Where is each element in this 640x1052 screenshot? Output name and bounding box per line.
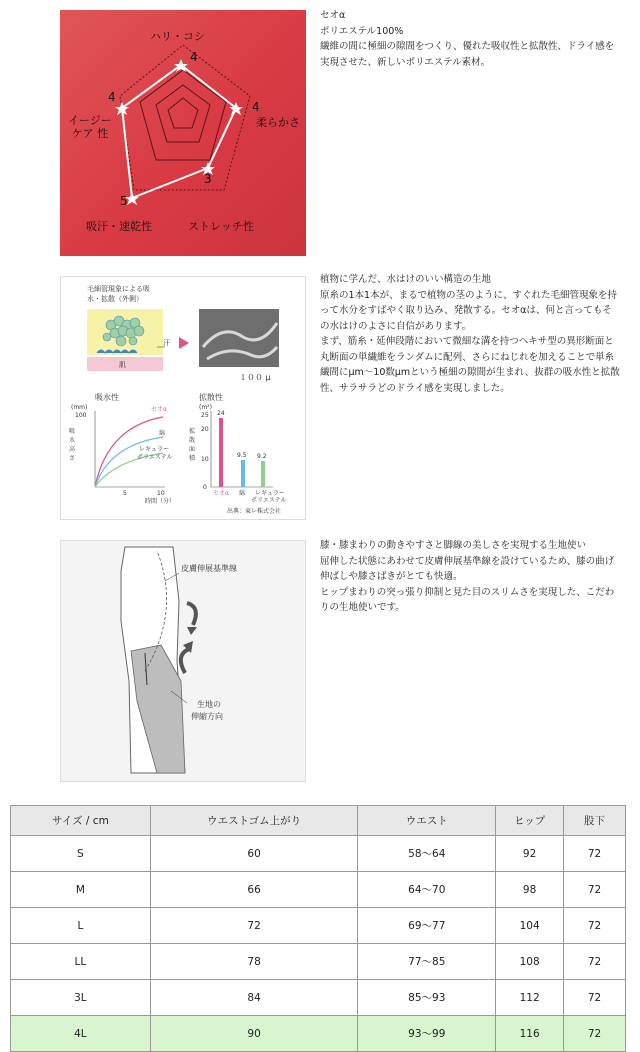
section3-description: [320, 538, 620, 616]
radar-grid-ring-1: [140, 70, 226, 160]
scale-label: １００ μ: [239, 373, 271, 382]
cell-waist: 77～85: [358, 944, 496, 980]
diffuse-label-polyester: ポリエステル: [251, 497, 287, 504]
diffuse-bar-seo: [219, 418, 223, 487]
table-row: [11, 980, 626, 1016]
cell-size: LL: [11, 944, 151, 980]
cell-size: S: [11, 836, 151, 872]
diffuse-label-cotton: 綿: [239, 490, 246, 497]
cell-inseam: 72: [564, 1016, 626, 1052]
section2-paragraph-2: まず、筋糸・延伸段階において微細な溝を持つヘキサ型の異形断面と丸断面の単繊維をランダムに配列、さらにねじれを加えることで単糸繊間にμm～10数μmという極細の隙間が生まれ、抜群の吸水性と拡散性、サラサラどのドライ感を実現しました。: [320, 336, 620, 394]
cell-size: 3L: [11, 980, 151, 1016]
radar-label-easy-care: イージー ケア 性: [68, 114, 112, 140]
pants-illustration: [60, 540, 306, 782]
radar-label-yawarakasa: 柔らかさ: [256, 116, 300, 129]
table-row: [11, 944, 626, 980]
diffuse-label-seo: セオα: [213, 490, 229, 497]
fabric-direction-label-2: 伸縮方向: [191, 712, 223, 721]
cell-hip: 108: [496, 944, 564, 980]
absorb-ylabel: 吸水高さ: [69, 428, 76, 462]
cell-hip: 112: [496, 980, 564, 1016]
skin-label: 肌: [119, 361, 126, 369]
cell-size: L: [11, 908, 151, 944]
radar-data-shape: [122, 65, 236, 198]
pants-graphics: [61, 541, 307, 783]
absorb-legend-cotton: 綿: [159, 430, 166, 437]
radar-label-stretch: ストレッチ性: [188, 220, 254, 233]
table-row: [11, 836, 626, 872]
cell-waist: 64～70: [358, 872, 496, 908]
capillary-illustration: [60, 276, 306, 520]
sweat-label: 汗: [163, 339, 170, 347]
cell-inseam: 72: [564, 980, 626, 1016]
cell-waist-rubber: 60: [150, 836, 358, 872]
cell-waist: 85～93: [358, 980, 496, 1016]
diffuse-ylabel: 拡散面積: [189, 428, 196, 462]
diffuse-bar-polyester: [261, 461, 265, 487]
header-waist-rubber: ウエストゴム上がり: [150, 806, 358, 836]
cell-waist: 58～64: [358, 836, 496, 872]
absorb-legend-seo: セオα: [151, 406, 167, 413]
diffuse-label-regular: レギュラー: [255, 490, 286, 497]
cell-size: M: [11, 872, 151, 908]
arrow-icon: [179, 337, 189, 349]
diffuse-title: 拡散性: [199, 393, 223, 402]
section1-description: [320, 8, 620, 70]
section2-heading: 植物に学んだ、水はけのいい構造の生地: [320, 274, 492, 285]
diffuse-tick-20: 20: [201, 426, 209, 433]
section2-description: [320, 272, 620, 396]
diffuse-value-polyester: 9.2: [257, 453, 267, 460]
radar-value-sweat: 5: [120, 194, 128, 208]
rotate-arrow-icon-2: [181, 649, 189, 673]
absorb-xlabel: 時間（分）: [145, 498, 176, 505]
cell-inseam: 72: [564, 872, 626, 908]
fabric-name: セオα: [320, 10, 346, 21]
diffuse-bar-cotton: [241, 460, 245, 487]
diffuse-unit: (m²): [199, 404, 212, 411]
absorb-legend-polyester: ポリエステル: [137, 454, 173, 461]
header-waist: ウエスト: [358, 806, 496, 836]
table-row-highlighted: [11, 1016, 626, 1052]
absorb-unit: (mm): [71, 404, 88, 411]
radar-value-easy-care: 4: [108, 90, 116, 104]
absorb-legend-regular: レギュラー: [139, 446, 170, 453]
fabric-material: ポリエステル100%: [320, 25, 404, 37]
radar-value-hari-koshi: 4: [190, 50, 198, 64]
table-row: [11, 872, 626, 908]
water-drops: [97, 350, 137, 353]
cell-waist-rubber: 90: [150, 1016, 358, 1052]
section3-paragraph-2: ヒップまわりの突っ張り抑制と見た目のスリムさを実現した、こだわりの生地使いです。: [320, 586, 615, 613]
cell-inseam: 72: [564, 944, 626, 980]
header-inseam: 股下: [564, 806, 626, 836]
cell-waist: 93～99: [358, 1016, 496, 1052]
cell-waist-rubber: 72: [150, 908, 358, 944]
absorb-x10: 10: [157, 490, 165, 497]
section3-heading: 膝・膝まわりの動きやすさと脚線の美しさを実現する生地使い: [320, 540, 587, 551]
absorb-title: 吸水性: [95, 393, 119, 402]
cell-waist: 69～77: [358, 908, 496, 944]
cell-waist-rubber: 66: [150, 872, 358, 908]
diffuse-tick-25: 25: [201, 412, 209, 419]
header-hip: ヒップ: [496, 806, 564, 836]
size-table: [10, 805, 626, 1052]
cell-waist-rubber: 78: [150, 944, 358, 980]
diffuse-tick-0: 0: [203, 484, 207, 491]
table-row: [11, 908, 626, 944]
capillary-heading-2: 水・拡散（外側）: [87, 295, 143, 303]
cell-inseam: 72: [564, 908, 626, 944]
header-size: サイズ / cm: [11, 806, 151, 836]
absorb-ymax: 100: [75, 412, 87, 419]
source-credit: 出典：東レ株式会社: [227, 508, 282, 515]
radar-label-sweat: 吸汗・速乾性: [86, 220, 152, 233]
cell-waist-rubber: 84: [150, 980, 358, 1016]
radar-grid-ring-3: [168, 98, 198, 128]
diffuse-tick-10: 10: [201, 456, 209, 463]
cell-inseam: 72: [564, 836, 626, 872]
cell-size: 4L: [11, 1016, 151, 1052]
diffuse-value-cotton: 9.5: [237, 452, 247, 459]
fabric-body: 繊維の間に極細の隙間をつくり、優れた吸収性と拡散性、ドライ感を実現させた、新しいポリエステル素材。: [320, 41, 615, 68]
cell-hip: 98: [496, 872, 564, 908]
radar-label-hari-koshi: ハリ・コシ: [150, 30, 205, 43]
table-header-row: [11, 806, 626, 836]
section2-paragraph-1: 原糸の1本1本が、まるで植物の茎のように、すぐれた毛細管現象を持って水分をすばやく取り込み、発散する。セオαは、何と言ってもその水はけのよさに自信があります。: [320, 289, 617, 332]
cell-hip: 116: [496, 1016, 564, 1052]
radar-chart-panel: [60, 10, 306, 256]
diffuse-value-seo: 24: [217, 410, 225, 417]
rotate-arrow-icon: [187, 603, 196, 625]
radar-grid-ring-2: [156, 85, 210, 142]
radar-value-stretch: 3: [204, 172, 212, 186]
cell-hip: 92: [496, 836, 564, 872]
radar-value-yawarakasa: 4: [252, 100, 260, 114]
capillary-heading-1: 毛細管現象による吸: [87, 285, 150, 293]
fabric-direction-label-1: 生地の: [197, 700, 221, 709]
cell-hip: 104: [496, 908, 564, 944]
section3-paragraph-1: 屈伸した状態にあわせて皮膚伸展基準線を設けているため、膝の曲げ伸ばしや膝さばきがとても快適。: [320, 555, 615, 582]
skin-extension-label: 皮膚伸展基準線: [181, 564, 237, 573]
absorb-x5: 5: [123, 490, 127, 497]
rotate-arrow-head: [187, 627, 197, 635]
